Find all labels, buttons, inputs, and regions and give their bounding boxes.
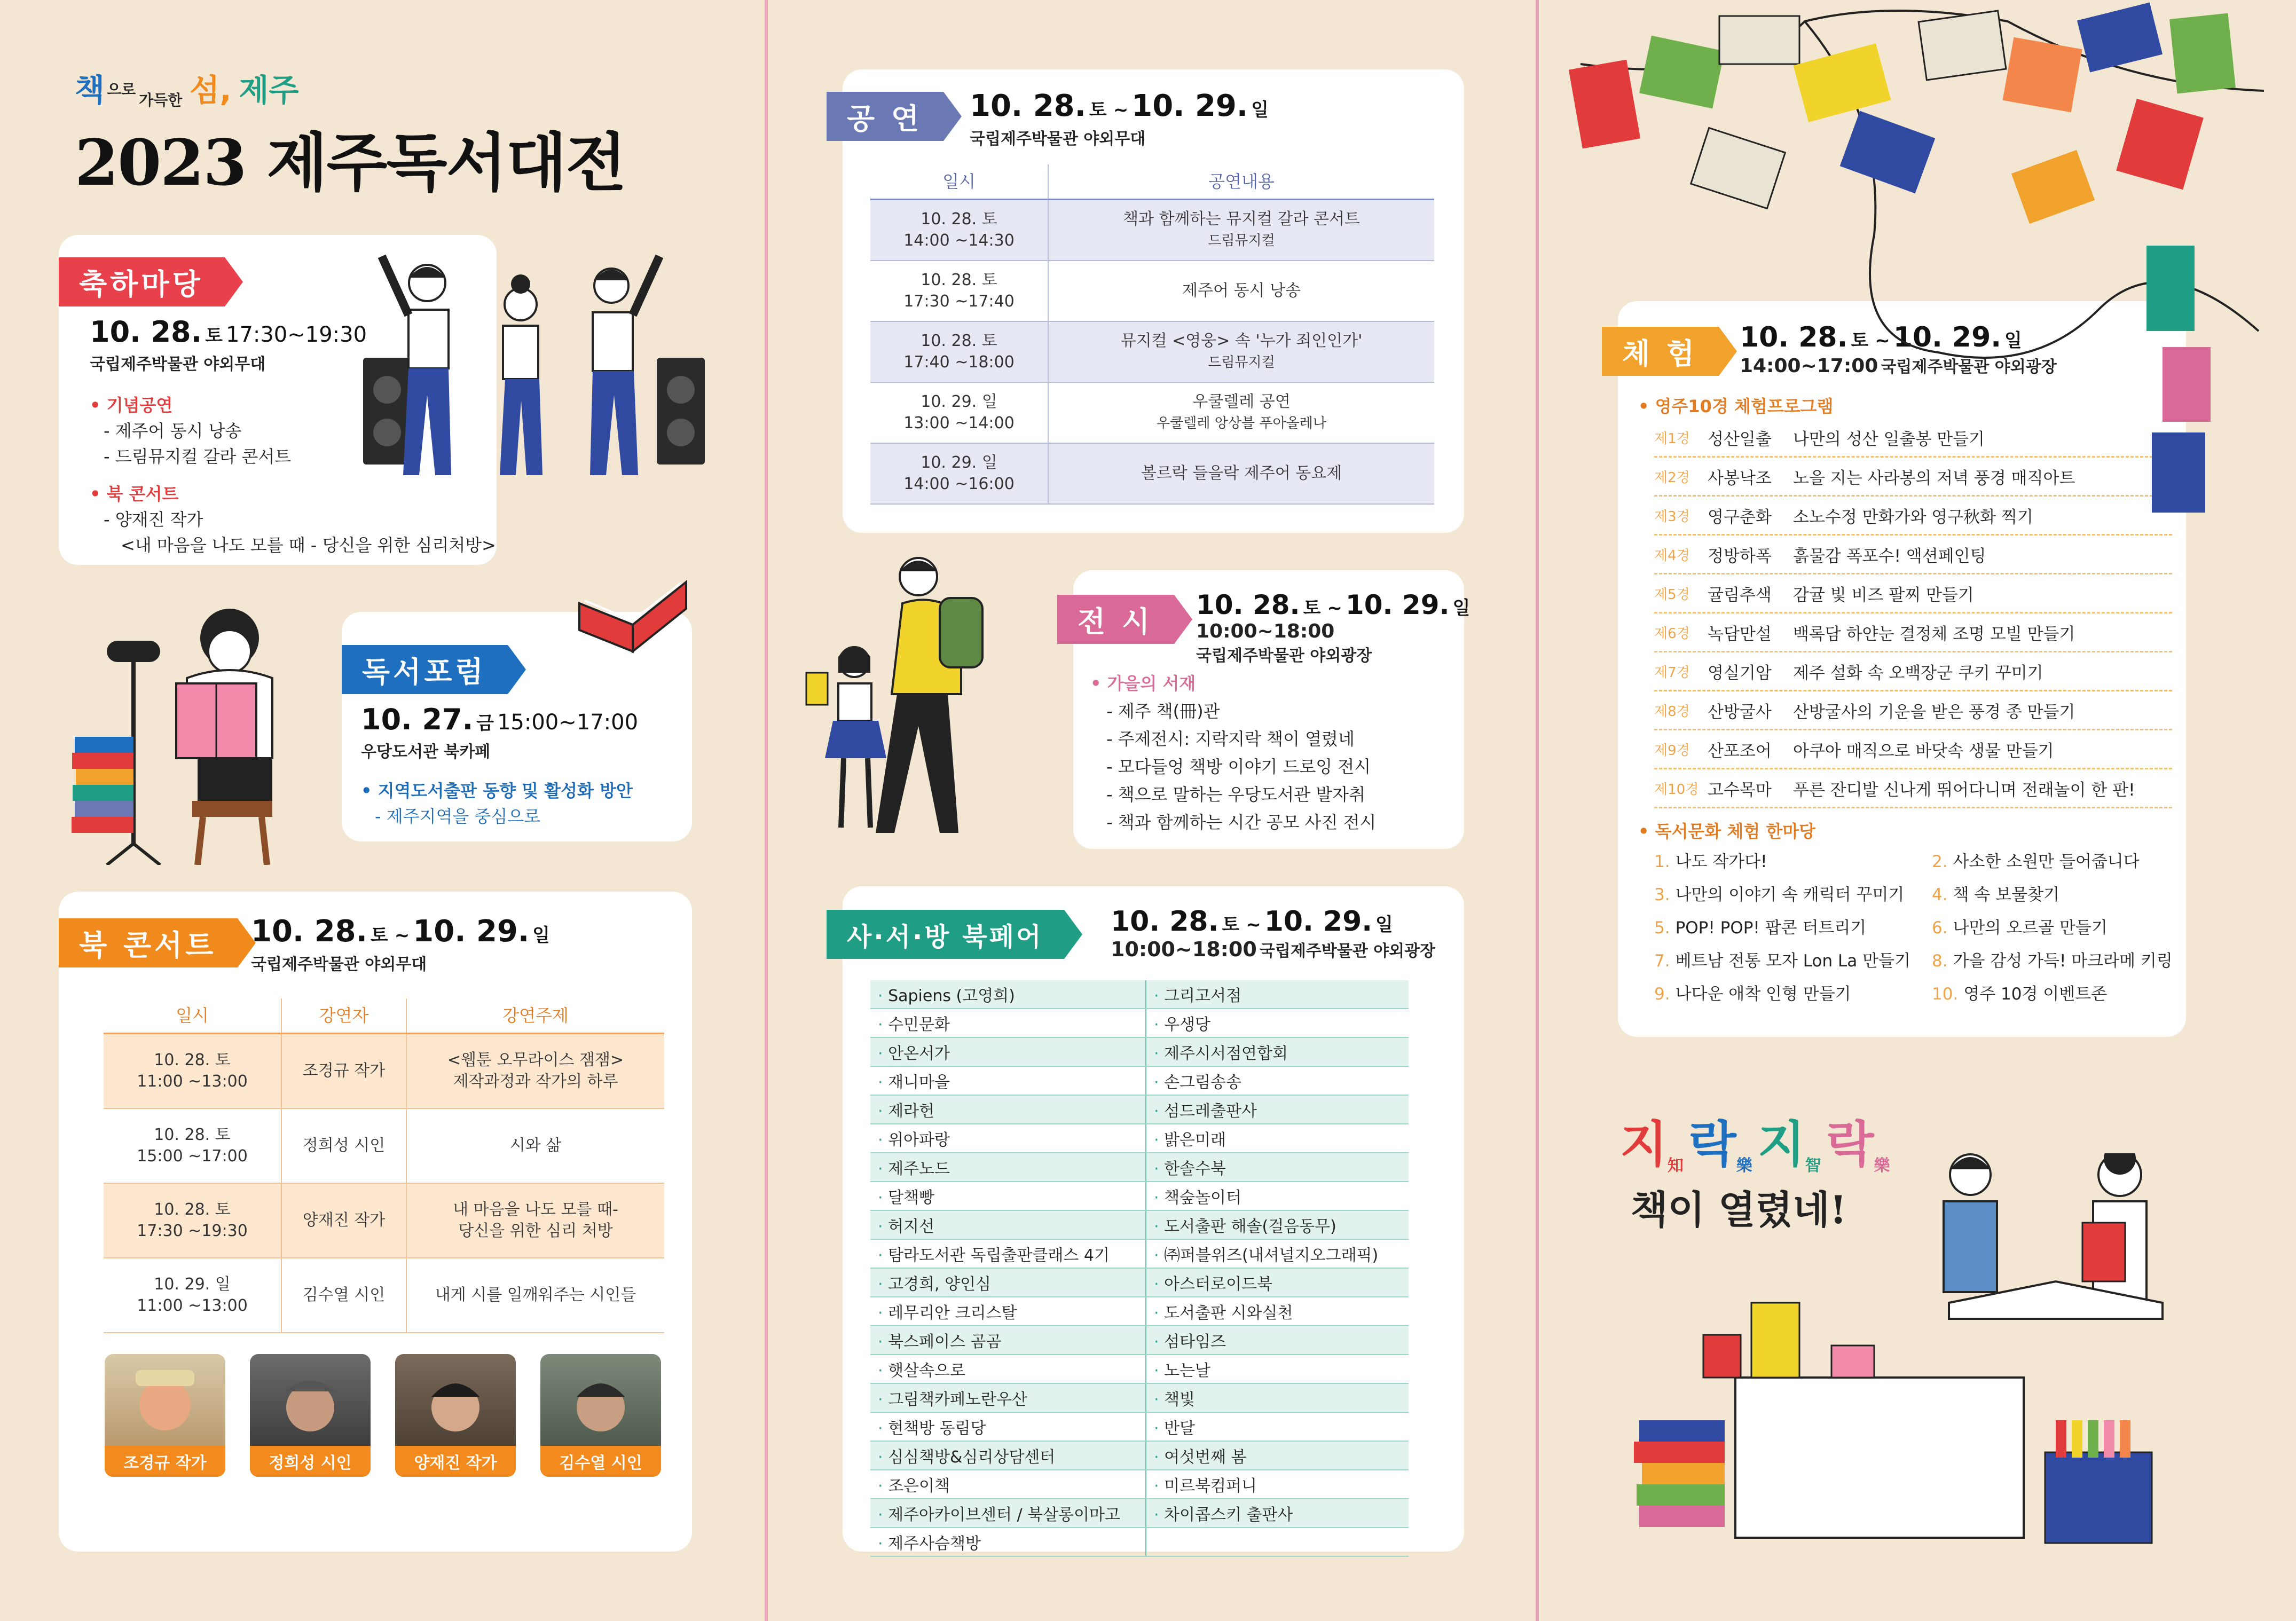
cell-time: 17:30 ~17:40 xyxy=(903,292,1015,311)
cell-speaker: 김수열 시인 xyxy=(281,1258,406,1333)
tagline-jeju: 제주 xyxy=(239,72,299,108)
table-row xyxy=(870,200,1434,261)
exhibitor-name: · 미르북컴퍼니 xyxy=(1146,1470,1409,1499)
table-row xyxy=(870,1441,1409,1470)
culture-program-list xyxy=(1638,848,2172,1008)
program-number: 제7경 xyxy=(1654,664,1690,681)
program-name: 산포조어 xyxy=(1708,741,1772,761)
date-day: 10. 28. xyxy=(90,315,202,349)
dow-end: 일 xyxy=(1251,99,1269,121)
celebration-sec1-title: • 기념공연 xyxy=(90,395,173,415)
table-row xyxy=(870,1239,1409,1268)
culture-title: 영주 10경 이벤트존 xyxy=(1963,985,2108,1004)
exhibitor-name: · 섬드레출판사 xyxy=(1146,1095,1409,1124)
program-number: 제4경 xyxy=(1654,547,1690,564)
speaker-name: 김수열 시인 xyxy=(540,1446,661,1477)
cell-content: 제주어 동시 낭송 xyxy=(1182,281,1301,300)
table-row xyxy=(870,1268,1409,1297)
table-row xyxy=(870,1499,1409,1528)
cell-topic: 내게 시를 일깨워주는 시인들 xyxy=(435,1286,636,1304)
tag-forum: 독서포럼 xyxy=(342,645,508,694)
dow-end: 일 xyxy=(1452,597,1471,619)
cell-performer: 드림뮤지컬 xyxy=(1208,355,1275,371)
program-desc: 감귤 빛 비즈 팔찌 만들기 xyxy=(1793,585,1974,605)
bookfair-venue: 국립제주박물관 야외광장 xyxy=(1259,942,1436,961)
culture-item xyxy=(1932,947,2183,975)
experience-culture xyxy=(1638,818,2172,1008)
celebration-item: <내 마음을 나도 모를 때 - 당신을 위한 심리처방> xyxy=(121,535,496,555)
program-row xyxy=(1654,613,2172,652)
program-desc: 소노수정 만화가와 영구秋화 찍기 xyxy=(1793,507,2033,527)
culture-item xyxy=(1654,914,1932,942)
cell-speaker: 양재진 작가 xyxy=(281,1183,406,1258)
table-row xyxy=(870,1470,1409,1499)
exhibitor-name: · 제라헌 xyxy=(870,1095,1146,1124)
cell-time: 11:00 ~13:00 xyxy=(137,1072,248,1091)
date-start: 10. 28. xyxy=(1740,321,1848,353)
date-end: 10. 29. xyxy=(1264,906,1373,938)
program-name: 고수목마 xyxy=(1708,780,1772,800)
speaker-photo xyxy=(105,1354,225,1477)
program-desc: 흙물감 폭포수! 액션페인팅 xyxy=(1793,546,1986,566)
program-row xyxy=(1654,652,2172,691)
culture-number: 1. xyxy=(1654,852,1670,871)
cell-topic: <웹툰 오무라이스 잼잼> xyxy=(447,1051,624,1069)
culture-number: 10. xyxy=(1932,985,1959,1004)
cell-performer: 우쿨렐레 앙상블 푸아올레나 xyxy=(1157,415,1326,431)
speaker-name: 조경규 작가 xyxy=(105,1446,225,1477)
program-row xyxy=(1654,769,2172,808)
date-time: 17:30~19:30 xyxy=(225,322,367,347)
experience-venue: 국립제주박물관 야외광장 xyxy=(1881,358,2057,376)
table-row xyxy=(870,1528,1409,1556)
culture-number: 9. xyxy=(1654,985,1670,1004)
culture-title: 가을 감성 가득! 마크라메 키링 xyxy=(1953,951,2173,971)
cell-speaker: 정희성 시인 xyxy=(281,1108,406,1183)
cell-date: 10. 29. 일 xyxy=(921,392,997,411)
program-number: 제8경 xyxy=(1654,703,1690,720)
column-header: 강연자 xyxy=(281,998,406,1034)
celebration-venue: 국립제주박물관 야외무대 xyxy=(90,355,266,374)
program-name: 영실기암 xyxy=(1708,663,1772,683)
culture-number: 5. xyxy=(1654,918,1670,938)
culture-number: 8. xyxy=(1932,951,1948,971)
speaker-name: 정희성 시인 xyxy=(250,1446,371,1477)
culture-title: 베트남 전통 모자 Lon La 만들기 xyxy=(1675,951,1910,971)
forum-date xyxy=(361,703,638,736)
program-desc: 노을 지는 사라봉의 저녁 풍경 매직아트 xyxy=(1793,468,2075,488)
cell-date: 10. 28. 토 xyxy=(154,1051,231,1069)
exhibitor-name: · 우생당 xyxy=(1146,1009,1409,1037)
slogan-ji: 지 xyxy=(1757,1116,1805,1173)
table-header-row xyxy=(104,998,664,1034)
cell-content: 우쿨렐레 공연 xyxy=(1192,392,1291,411)
table-row xyxy=(870,1153,1409,1182)
exhibitor-name: · 책빛 xyxy=(1146,1383,1409,1412)
program-number: 제9경 xyxy=(1654,742,1690,759)
exhibitor-name: · 제주노드 xyxy=(870,1153,1146,1182)
reader-illustration xyxy=(69,587,326,865)
exhibition-item: - 모다들엉 책방 이야기 드로잉 전시 xyxy=(1106,757,1371,777)
bookconcert-venue: 국립제주박물관 야외무대 xyxy=(251,955,427,974)
program-number: 제3경 xyxy=(1654,508,1690,525)
book-booth-illustration xyxy=(1618,1153,2179,1570)
table-row xyxy=(870,443,1434,504)
date-dow: 토 xyxy=(205,325,223,347)
bookconcert-table xyxy=(104,998,664,1333)
exhibitor-name: · 위아파랑 xyxy=(870,1124,1146,1153)
dow-end: 일 xyxy=(2004,330,2022,351)
tag-bookfair: 사·서·방 북페어 xyxy=(827,910,1064,959)
bookconcert-date: 10. 28. 토 ~ 10. 29. 일 국립제주박물관 야외무대 xyxy=(251,914,553,974)
table-row xyxy=(104,1258,664,1333)
program-name: 사봉낙조 xyxy=(1708,468,1772,488)
cell-time: 14:00 ~14:30 xyxy=(903,231,1015,250)
table-header-row xyxy=(870,164,1434,200)
culture-item xyxy=(1932,980,2183,1008)
red-book-illustration xyxy=(574,571,691,662)
exhibitor-name: · 탐라도서관 독립출판클래스 4기 xyxy=(870,1239,1146,1268)
exhibition-item: - 책과 함께하는 시간 공모 사진 전시 xyxy=(1106,812,1377,832)
culture-item xyxy=(1932,914,2183,942)
forum-list xyxy=(361,778,638,829)
exhibitor-name: · 허지선 xyxy=(870,1210,1146,1239)
exhibitor-name: · 그림책카페노란우산 xyxy=(870,1383,1146,1412)
bookfair-time: 10:00~18:00 xyxy=(1111,938,1257,961)
date-start: 10. 28. xyxy=(1196,589,1300,620)
culture-item xyxy=(1654,947,1932,975)
slogan-hanja: 樂 xyxy=(1874,1156,1890,1175)
exhibitor-name: · 제주시서점연합회 xyxy=(1146,1037,1409,1066)
exhibition-item: - 제주 책(冊)관 xyxy=(1106,701,1220,721)
exhibitor-name: · 고경희, 양인심 xyxy=(870,1268,1146,1297)
performance-date: 10. 28. 토 ~ 10. 29. 일 국립제주박물관 야외무대 xyxy=(970,89,1272,149)
exhibitor-name: · 도서출판 시와실천 xyxy=(1146,1297,1409,1326)
program-number: 제1경 xyxy=(1654,430,1690,447)
exhibition-list xyxy=(1090,670,1376,836)
culture-number: 2. xyxy=(1932,852,1948,871)
culture-title: POP! POP! 팝콘 터트리기 xyxy=(1675,918,1867,938)
bookfair-time-venue xyxy=(1111,938,1435,961)
walkers-illustration xyxy=(796,555,1052,854)
date-end: 10. 29. xyxy=(413,914,530,949)
table-row xyxy=(870,1412,1409,1441)
program-desc: 아쿠아 매직으로 바닷속 생물 만들기 xyxy=(1793,741,2054,761)
cell-topic: 내 마음을 나도 모를 때- xyxy=(453,1200,618,1219)
cell-topic: 시와 삶 xyxy=(509,1136,562,1155)
culture-number: 3. xyxy=(1654,885,1670,904)
dow-start: 토 xyxy=(370,925,388,946)
tag-bookconcert: 북 콘서트 xyxy=(59,918,238,967)
exhibitor-name: · 한솔수북 xyxy=(1146,1153,1409,1182)
forum-venue: 우당도서관 북카페 xyxy=(361,743,491,761)
dow-start: 토 xyxy=(1303,597,1321,619)
exhibitor-name: · 제주아카이브센터 / 북살롱이마고 xyxy=(870,1499,1146,1528)
exhibitor-name: · 제주사슴책방 xyxy=(870,1528,1146,1556)
table-row xyxy=(870,1355,1409,1383)
exhibitor-name: · 심심책방&심리상담센터 xyxy=(870,1441,1146,1470)
performance-table xyxy=(870,164,1434,505)
cell-time: 15:00 ~17:00 xyxy=(137,1147,248,1166)
culture-item xyxy=(1932,881,2183,909)
exhibitor-name: · 책숲놀이터 xyxy=(1146,1182,1409,1210)
program-name: 산방굴사 xyxy=(1708,702,1772,722)
page-title: 2023 제주독서대전 xyxy=(75,125,626,200)
culture-title: 나도 작가다! xyxy=(1675,852,1767,871)
cell-speaker: 조경규 작가 xyxy=(281,1034,406,1109)
tagline xyxy=(75,65,625,110)
cell-time: 14:00 ~16:00 xyxy=(903,475,1015,493)
exhibitor-name: · 조은이책 xyxy=(870,1470,1146,1499)
program-number: 제6경 xyxy=(1654,625,1690,642)
cell-date: 10. 28. 토 xyxy=(154,1200,231,1219)
exhibitor-name: · 도서출판 해솔(걸음동무) xyxy=(1146,1210,1409,1239)
table-row xyxy=(870,1037,1409,1066)
fold-line xyxy=(765,0,768,1621)
exhibitor-name: · ㈜퍼블위즈(내셔널지오그래픽) xyxy=(1146,1239,1409,1268)
column-header: 공연내용 xyxy=(1048,164,1434,200)
exhibitor-name: · 손그림송송 xyxy=(1146,1066,1409,1095)
experience-time: 14:00~17:00 xyxy=(1740,355,1878,377)
column-header: 일시 xyxy=(870,164,1048,200)
date-start: 10. 28. xyxy=(1111,906,1219,938)
fold-line xyxy=(1536,0,1539,1621)
cell-time: 17:30 ~19:30 xyxy=(137,1222,248,1240)
exhibition-sec-title: • 가을의 서재 xyxy=(1090,673,1196,694)
slogan-ji: 지 xyxy=(1620,1116,1668,1173)
program-desc: 제주 설화 속 오백장군 쿠키 꾸미기 xyxy=(1793,663,2043,683)
exhibitor-name: · 차이콥스키 출판사 xyxy=(1146,1499,1409,1528)
tagline-euro: 으로 xyxy=(107,81,136,98)
program-number: 제10경 xyxy=(1654,781,1699,798)
program-desc: 푸른 잔디발 신나게 뛰어다니며 전래놀이 한 판! xyxy=(1793,780,2135,800)
slogan-hanja: 知 xyxy=(1667,1156,1684,1175)
program-number: 제2경 xyxy=(1654,469,1690,486)
experience-date: 10. 28. 토 ~ 10. 29. 일 14:00~17:00 국립제주박물관 야외광장 xyxy=(1740,321,2057,377)
cell-time: 11:00 ~13:00 xyxy=(137,1296,248,1315)
cell-content: 뮤지컬 <영웅> 속 '누가 죄인인가' xyxy=(1120,332,1363,350)
cell-topic: 제작과정과 작가의 하루 xyxy=(453,1072,618,1091)
culture-item xyxy=(1654,848,1932,876)
exhibitor-name: · 북스페이스 곰곰 xyxy=(870,1326,1146,1355)
table-row xyxy=(104,1108,664,1183)
program-name: 녹담만설 xyxy=(1708,624,1772,644)
program-name: 귤림추색 xyxy=(1708,585,1772,605)
exhibitor-name: · 여섯번째 봄 xyxy=(1146,1441,1409,1470)
flying-books-illustration xyxy=(1548,0,2296,587)
culture-title: 책 속 보물찾기 xyxy=(1953,885,2059,904)
culture-number: 6. xyxy=(1932,918,1948,938)
table-row xyxy=(870,382,1434,443)
slogan-rak: 락 xyxy=(1688,1116,1736,1173)
dow-start: 토 xyxy=(1089,99,1107,121)
cell-content: 볼르락 들을락 제주어 동요제 xyxy=(1141,464,1342,483)
dow-end: 일 xyxy=(532,925,551,946)
program-name: 정방하폭 xyxy=(1708,546,1772,566)
celebration-item: - 제주어 동시 낭송 xyxy=(104,421,242,441)
exhibition-venue: 국립제주박물관 야외광장 xyxy=(1196,647,1372,665)
cell-performer: 드림뮤지컬 xyxy=(1208,233,1275,249)
table-row xyxy=(104,1034,664,1109)
cell-date: 10. 28. 토 xyxy=(154,1126,231,1144)
program-name: 성산일출 xyxy=(1708,429,1772,449)
exhibitor-name: · 섬타임즈 xyxy=(1146,1326,1409,1355)
culture-number: 4. xyxy=(1932,885,1948,904)
slogan-hanja: 樂 xyxy=(1736,1156,1752,1175)
culture-number: 7. xyxy=(1654,951,1670,971)
exhibitor-name: · 현책방 동림당 xyxy=(870,1412,1146,1441)
program-row xyxy=(1654,691,2172,730)
culture-title: 사소한 소원만 들어줍니다 xyxy=(1953,852,2140,871)
forum-item: • 지역도서출판 동향 및 활성화 방안 xyxy=(361,781,633,801)
header xyxy=(75,65,625,203)
date-time: 15:00~17:00 xyxy=(497,710,639,735)
table-row xyxy=(870,1297,1409,1326)
exhibitor-name: · 햇살속으로 xyxy=(870,1355,1146,1383)
exhibitor-name: · 반달 xyxy=(1146,1412,1409,1441)
table-row xyxy=(870,1326,1409,1355)
tag-experience: 체 험 xyxy=(1602,327,1719,376)
date-end: 10. 29. xyxy=(1345,589,1450,620)
table-row xyxy=(870,261,1434,321)
program-desc: 백록담 하얀눈 결정체 조명 모빌 만들기 xyxy=(1793,624,2075,644)
cell-date: 10. 28. 토 xyxy=(921,332,997,350)
culture-item xyxy=(1654,881,1932,909)
bookfair-table xyxy=(870,980,1409,1557)
program-number: 제5경 xyxy=(1654,586,1690,603)
exhibitor-name: · 수민문화 xyxy=(870,1009,1146,1037)
speaker-name: 양재진 작가 xyxy=(395,1446,516,1477)
cell-time: 17:40 ~18:00 xyxy=(903,353,1015,372)
experience-sec1-title: • 영주10경 체험프로그램 xyxy=(1638,396,1834,416)
program-row xyxy=(1654,730,2172,769)
program-name: 영구춘화 xyxy=(1708,507,1772,527)
program-desc: 산방굴사의 기운을 받은 풍경 종 만들기 xyxy=(1793,702,2075,722)
date-day: 10. 27. xyxy=(361,703,474,736)
column-header: 강연주제 xyxy=(406,998,664,1034)
tagline-island: 섬, xyxy=(190,72,232,108)
dow-start: 토 xyxy=(1222,914,1240,935)
culture-title: 나만의 오르골 만들기 xyxy=(1953,918,2108,938)
tagline-gadeukhan: 가득한 xyxy=(139,91,183,109)
cell-date: 10. 28. 토 xyxy=(921,271,997,289)
cell-topic: 당신을 위한 심리 처방 xyxy=(458,1222,613,1240)
celebration-item: - 양재진 작가 xyxy=(104,509,203,530)
table-row xyxy=(870,1210,1409,1239)
exhibition-item: - 책으로 말하는 우당도서관 발자취 xyxy=(1106,784,1366,805)
exhibitor-name: · 재니마을 xyxy=(870,1066,1146,1095)
culture-title: 나다운 애착 인형 만들기 xyxy=(1675,985,1851,1004)
speaker-photo xyxy=(540,1354,661,1477)
exhibitor-name: · 달책빵 xyxy=(870,1182,1146,1210)
celebration-item: - 드림뮤지컬 갈라 콘서트 xyxy=(104,446,292,467)
slogan-rak: 락 xyxy=(1826,1116,1874,1173)
cell-content: 책과 함께하는 뮤지컬 갈라 콘서트 xyxy=(1123,210,1360,229)
cell-date: 10. 29. 일 xyxy=(154,1275,231,1294)
date-dow: 금 xyxy=(476,713,494,734)
celebration-sec2-title: • 북 콘서트 xyxy=(90,484,179,504)
slogan-line2: 책이 열렸네! xyxy=(1631,1187,1847,1232)
dow-start: 토 xyxy=(1851,330,1869,351)
speaker-photo xyxy=(250,1354,371,1477)
table-row xyxy=(870,1095,1409,1124)
table-row xyxy=(870,980,1409,1009)
date-end: 10. 29. xyxy=(1131,89,1248,123)
forum-item: - 제주지역을 중심으로 xyxy=(375,806,541,827)
exhibitor-name: · 아스터로이드북 xyxy=(1146,1268,1409,1297)
bookfair-date: 10. 28. 토 ~ 10. 29. 일 10:00~18:00 국립제주박물관 야외광장 xyxy=(1111,906,1436,961)
table-row xyxy=(870,1182,1409,1210)
cell-time: 13:00 ~14:00 xyxy=(903,414,1015,432)
speaker-photo xyxy=(395,1354,516,1477)
table-row xyxy=(870,321,1434,382)
slogan-hanja: 智 xyxy=(1805,1156,1821,1175)
dancers-illustration xyxy=(358,235,742,486)
culture-title: 나만의 이야기 속 캐릭터 꾸미기 xyxy=(1675,885,1905,904)
dow-end: 일 xyxy=(1375,914,1393,935)
exhibitor-name xyxy=(1146,1528,1409,1556)
tag-exhibition: 전 시 xyxy=(1057,595,1174,644)
exhibitor-name: · 레무리안 크리스탈 xyxy=(870,1297,1146,1326)
cell-date: 10. 29. 일 xyxy=(921,453,997,472)
exhibitor-name: · Sapiens (고영희) xyxy=(870,980,1146,1009)
cell-date: 10. 28. 토 xyxy=(921,210,997,229)
table-row xyxy=(870,1383,1409,1412)
culture-item xyxy=(1654,980,1932,1008)
program-desc: 나만의 성산 일출봉 만들기 xyxy=(1793,429,1985,449)
performance-venue: 국립제주박물관 야외무대 xyxy=(970,130,1146,148)
exhibitor-name: · 안온서가 xyxy=(870,1037,1146,1066)
exhibitor-name: · 그리고서점 xyxy=(1146,980,1409,1009)
exhibitor-name: · 밝은미래 xyxy=(1146,1124,1409,1153)
table-row xyxy=(870,1009,1409,1037)
column-header: 일시 xyxy=(104,998,281,1034)
table-row xyxy=(104,1183,664,1258)
culture-item xyxy=(1932,848,2183,876)
exhibition-item: - 주제전시: 지락지락 책이 열렸네 xyxy=(1106,729,1355,749)
experience-sec2-title: • 독서문화 체험 한마당 xyxy=(1638,821,1816,841)
exhibitor-name: · 노는날 xyxy=(1146,1355,1409,1383)
tagline-book: 책 xyxy=(75,72,105,108)
date-start: 10. 28. xyxy=(251,914,367,949)
exhibition-time: 10:00~18:00 xyxy=(1196,620,1335,642)
tag-performance: 공 연 xyxy=(827,92,943,141)
table-row xyxy=(870,1066,1409,1095)
table-row xyxy=(870,1124,1409,1153)
exhibition-date: 10. 28. 토 ~ 10. 29. 일 10:00~18:00 국립제주박물관 야외광장 xyxy=(1196,589,1473,666)
forum-content xyxy=(361,703,638,829)
tag-celebration: 축하마당 xyxy=(59,257,225,306)
date-start: 10. 28. xyxy=(970,89,1086,123)
date-end: 10. 29. xyxy=(1893,321,2002,353)
